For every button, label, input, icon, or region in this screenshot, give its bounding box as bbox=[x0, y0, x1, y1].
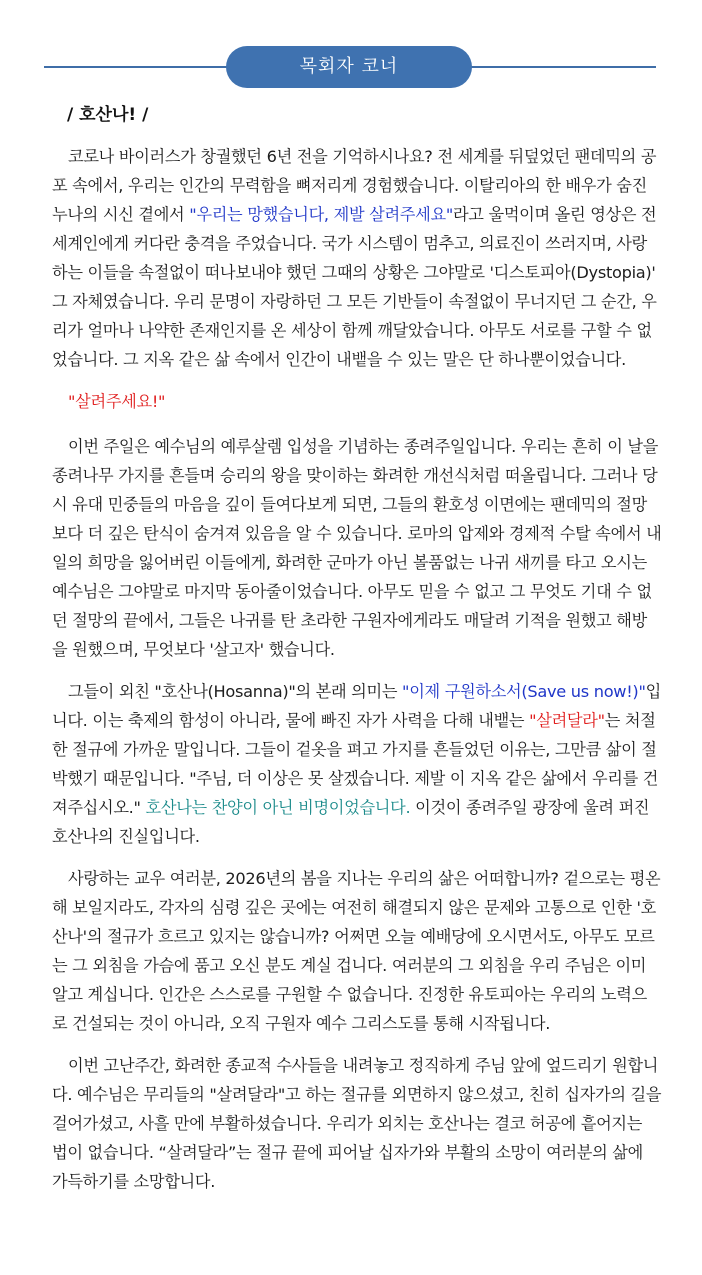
save-me-phrase: "살려달라" bbox=[529, 711, 605, 730]
paragraph-5: 이번 고난주간, 화려한 종교적 수사들을 내려놓고 정직하게 주님 앞에 엎드리기 원합니다. 예수님은 무리들의 "살려달라"고 하는 절규를 외면하지 않으셨고, 친히 십자가의 길을 걸어가셨고, 사흘 만에 부활하셨습니다. 우리가 외치는 호산나는 결코 허공에 흩어지는 법이 없습니다. “살려달라”는 절규 끝에 피어날 십자가와 부활의 소망이 여러분의 삶에 가득하기를 소망합니다. bbox=[52, 1056, 662, 1191]
paragraph-1 bbox=[52, 142, 662, 374]
hosanna-cry-sentence: 호산나는 찬양이 아닌 비명이었습니다. bbox=[145, 798, 411, 817]
paragraph-3-text-a: 그들이 외친 "호산나(Hosanna)"의 본래 의미는 bbox=[68, 682, 403, 701]
paragraph-3-text-c: 는 처절한 절규에 가까운 말입니다. 그들이 겉옷을 펴고 가지를 흔들었던 이유는, 그만큼 삶이 절박했기 때문입니다. "주님, 더 이상은 못 살겠습니다. 제발 이 지옥 같은 삶에서 우리를 건져주십시오." bbox=[52, 711, 659, 817]
banner-title: 목회자 코너 bbox=[226, 46, 472, 88]
article bbox=[52, 102, 662, 1209]
paragraph-1-text-b: 라고 울먹이며 올린 영상은 전 세계인에게 커다란 충격을 주었습니다. 국가 시스템이 멈추고, 의료진이 쓰러지며, 사랑하는 이들을 속절없이 떠나보내야 했던 그때의 상황은 그야말로 '디스토피아(Dystopia)' 그 자체였습니다. 우리 문명이 자랑하던 그 모든 기반들이 속절없이 무너지던 그 순간, 우리가 얼마나 나약한 존재인지를 온 세상이 함께 깨달았습니다. 아무도 서로를 구할 수 없었습니다. 그 지옥 같은 삶 속에서 인간이 내뱉을 수 있는 말은 단 하나뿐이었습니다. bbox=[52, 205, 657, 369]
paragraph-1-text-a: 코로나 바이러스가 창궐했던 6년 전을 기억하시나요? 전 세계를 뒤덮었던 팬데믹의 공포 속에서, 우리는 인간의 무력함을 뼈저리게 경험했습니다. 이탈리아의 한 배우가 숨진 누나의 시신 곁에서 bbox=[52, 147, 657, 224]
actor-quote: "우리는 망했습니다, 제발 살려주세요" bbox=[189, 205, 453, 224]
hosanna-meaning: "이제 구원하소서(Save us now!)" bbox=[402, 682, 646, 701]
paragraph-3-text-b: 입니다. 이는 축제의 함성이 아니라, 물에 빠진 자가 사력을 다해 내뱉는 bbox=[52, 682, 661, 730]
paragraph-3 bbox=[52, 677, 662, 851]
paragraph-2: 이번 주일은 예수님의 예루살렘 입성을 기념하는 종려주일입니다. 우리는 흔히 이 날을 종려나무 가지를 흔들며 승리의 왕을 맞이하는 화려한 개선식처럼 떠올립니다. 그러나 당시 유대 민중들의 마음을 깊이 들여다보게 되면, 그들의 환호성 이면에는 팬데믹의 절망보다 더 깊은 탄식이 숨겨져 있음을 알 수 있습니다. 로마의 압제와 경제적 수탈 속에서 내일의 희망을 잃어버린 이들에게, 화려한 군마가 아닌 볼품없는 나귀 새끼를 타고 오시는 예수님은 그야말로 마지막 동아줄이었습니다. 아무도 믿을 수 없고 그 무엇도 기대 수 없던 절망의 끝에서, 그들은 나귀를 탄 초라한 구원자에게라도 매달려 기적을 원했고 해방을 원했으며, 무엇보다 '살고자' 했습니다. bbox=[52, 437, 662, 659]
paragraph-4: 사랑하는 교우 여러분, 2026년의 봄을 지나는 우리의 삶은 어떠합니까? 겉으로는 평온해 보일지라도, 각자의 심령 깊은 곳에는 여전히 해결되지 않은 문제와 고통으로 인한 '호산나'의 절규가 흐르고 있지는 않습니까? 어쩌면 오늘 예배당에 오시면서도, 아무도 모르는 그 외침을 가슴에 품고 오신 분도 계실 겁니다. 여러분의 그 외침을 우리 주님은 이미 알고 계십니다. 인간은 스스로를 구원할 수 없습니다. 진정한 유토피아는 우리의 노력으로 건설되는 것이 아니라, 오직 구원자 예수 그리스도를 통해 시작됩니다. bbox=[52, 869, 661, 1033]
section-banner bbox=[0, 0, 702, 100]
shout-line: "살려주세요!" bbox=[68, 392, 166, 411]
paragraph-3-text-d: 이것이 종려주일 광장에 울려 퍼진 호산나의 진실입니다. bbox=[52, 798, 650, 846]
article-heading: / 호산나! / bbox=[67, 105, 149, 125]
